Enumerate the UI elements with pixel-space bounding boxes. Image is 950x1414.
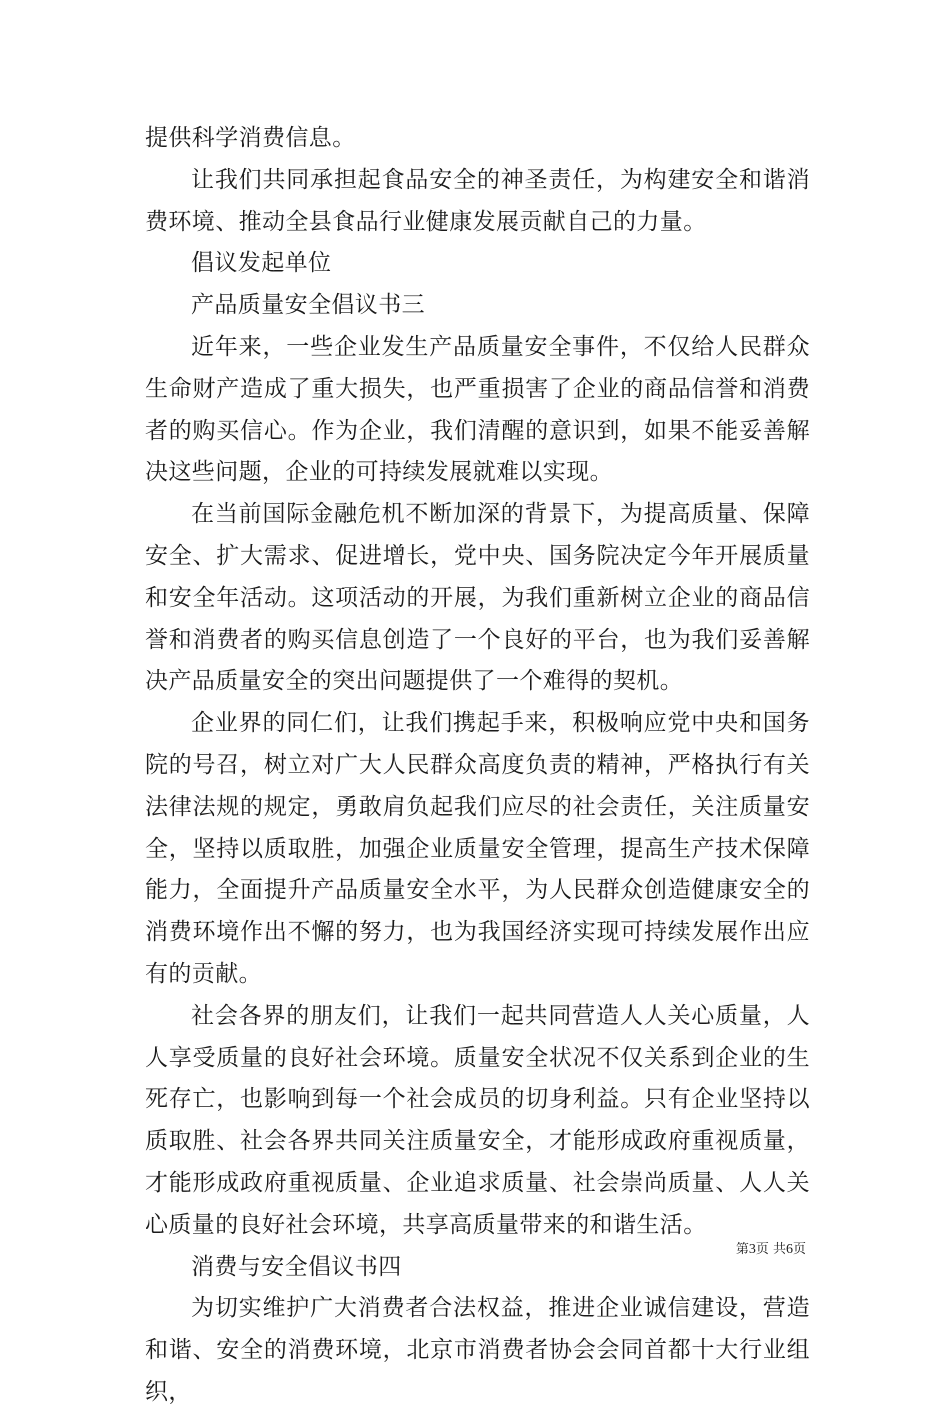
paragraph-1: 提供科学消费信息。	[145, 125, 356, 151]
section-heading-3: 产品质量安全倡议书三	[191, 292, 425, 319]
footer-suffix: 页	[792, 1242, 806, 1257]
page-number-footer	[736, 1238, 806, 1258]
section-heading-4: 消费与安全倡议书四	[191, 1253, 402, 1280]
paragraph-5: 近年来，一些企业发生产品质量安全事件，不仅给人民群众生命财产造成了重大损失，也严重损害了企业的商品信誉和消费者的购买信心。作为企业，我们清醒的意识到，如果不能妥善解决这些问题，企业的可持续发展就难以实现。	[145, 333, 810, 486]
paragraph-8: 社会各界的朋友们，让我们一起共同营造人人关心质量，人人享受质量的良好社会环境。质量安全状况不仅关系到企业的生死存亡，也影响到每一个社会成员的切身利益。只有企业坚持以质取胜、社会各界共同关注质量安全，才能形成政府重视质量，才能形成政府重视质量、企业追求质量、社会崇尚质量、人人关心质量的良好社会环境，共享高质量带来的和谐生活。	[145, 1002, 810, 1238]
paragraph-2: 让我们共同承担起食品安全的神圣责任，为构建安全和谐消费环境、推动全县食品行业健康发展贡献自己的力量。	[145, 166, 810, 235]
paragraph-10: 为切实维护广大消费者合法权益，推进企业诚信建设，营造和谐、安全的消费环境，北京市消费者协会会同首都十大行业组织，	[145, 1295, 810, 1405]
total-pages-number: 6	[785, 1242, 793, 1257]
current-page-number: 3	[748, 1242, 756, 1257]
footer-middle: 页 共	[755, 1242, 786, 1257]
paragraph-6: 在当前国际金融危机不断加深的背景下，为提高质量、保障安全、扩大需求、促进增长，党中央、国务院决定今年开展质量和安全年活动。这项活动的开展，为我们重新树立企业的商品信誉和消费者的购买信息创造了一个良好的平台，也为我们妥善解决产品质量安全的突出问题提供了一个难得的契机。	[145, 501, 810, 695]
paragraph-7: 企业界的同仁们，让我们携起手来，积极响应党中央和国务院的号召，树立对广大人民群众高度负责的精神，严格执行有关法律法规的规定，勇敢肩负起我们应尽的社会责任，关注质量安全，坚持以质取胜，加强企业质量安全管理，提高生产技术保障能力，全面提升产品质量安全水平，为人民群众创造健康安全的消费环境作出不懈的努力，也为我国经济实现可持续发展作出应有的贡献。	[145, 710, 810, 987]
paragraph-3: 倡议发起单位	[191, 250, 332, 277]
footer-prefix: 第	[735, 1242, 749, 1257]
document-body	[145, 118, 810, 1414]
